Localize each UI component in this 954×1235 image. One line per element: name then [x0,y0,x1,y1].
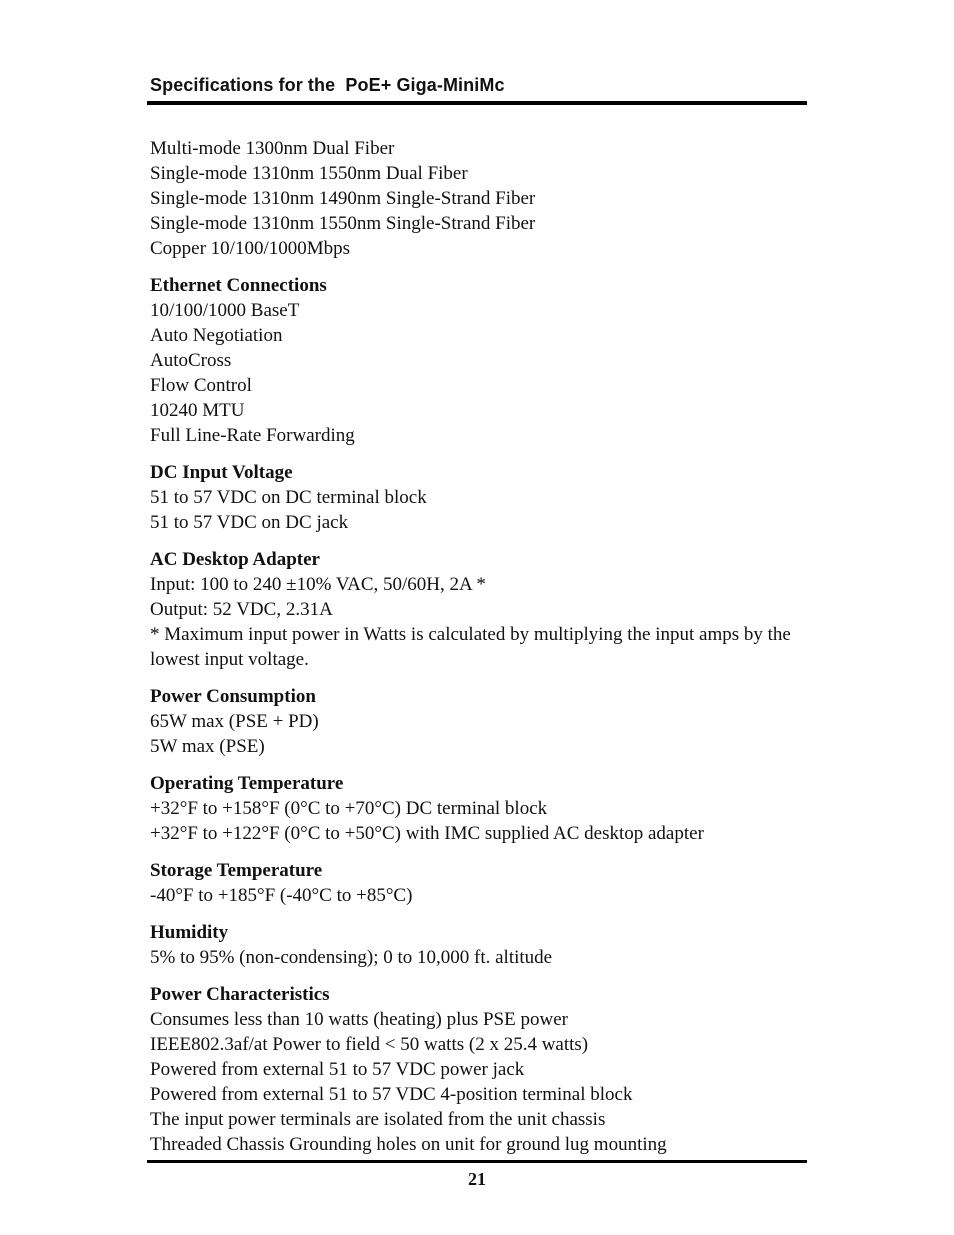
spec-line: Full Line-Rate Forwarding [150,425,355,446]
spec-line: Consumes less than 10 watts (heating) plus PSE power [150,1009,568,1030]
spec-section-power-consumption [150,684,810,759]
page-title: Specifications for the PoE+ Giga-MiniMc [150,75,505,95]
spec-line: 10/100/1000 BaseT [150,300,300,321]
footer-rule [147,1160,807,1163]
spec-line: 5% to 95% (non-condensing); 0 to 10,000 ft. altitude [150,947,553,968]
page-number: 21 [468,1169,486,1189]
spec-section-ethernet [150,273,810,448]
section-heading: DC Input Voltage [150,462,293,483]
spec-line: Powered from external 51 to 57 VDC 4-position terminal block [150,1084,633,1105]
spec-content [150,136,810,1169]
spec-section-humidity [150,920,810,970]
spec-footnote: * Maximum input power in Watts is calculated by multiplying the input amps by the lowest input voltage. [150,624,791,670]
section-heading: Humidity [150,922,229,943]
page-header [150,72,806,98]
section-heading: Power Consumption [150,686,316,707]
spec-line: Threaded Chassis Grounding holes on unit for ground lug mounting [150,1134,667,1155]
spec-line: Flow Control [150,375,252,396]
spec-line: -40°F to +185°F (-40°C to +85°C) [150,885,413,906]
section-heading: AC Desktop Adapter [150,549,320,570]
spec-section-media [150,136,810,261]
spec-section-ac-adapter [150,547,810,672]
spec-line: The input power terminals are isolated from the unit chassis [150,1109,606,1130]
spec-section-dc-input [150,460,810,535]
section-heading: Ethernet Connections [150,275,327,296]
spec-line: 10240 MTU [150,400,245,421]
spec-line: +32°F to +158°F (0°C to +70°C) DC terminal block [150,798,548,819]
spec-line: Input: 100 to 240 ±10% VAC, 50/60H, 2A * [150,574,486,595]
spec-line: 5W max (PSE) [150,736,265,757]
spec-line: +32°F to +122°F (0°C to +50°C) with IMC supplied AC desktop adapter [150,823,704,844]
spec-line: Single-mode 1310nm 1550nm Single-Strand Fiber [150,213,536,234]
spec-line: 65W max (PSE + PD) [150,711,319,732]
spec-line: AutoCross [150,350,232,371]
spec-section-operating-temp [150,771,810,846]
spec-line: 51 to 57 VDC on DC terminal block [150,487,427,508]
section-heading: Power Characteristics [150,984,330,1005]
section-heading: Operating Temperature [150,773,344,794]
spec-section-storage-temp [150,858,810,908]
spec-line: Single-mode 1310nm 1490nm Single-Strand Fiber [150,188,536,209]
spec-line: 51 to 57 VDC on DC jack [150,512,349,533]
header-rule [147,101,807,105]
spec-line: Single-mode 1310nm 1550nm Dual Fiber [150,163,468,184]
spec-line: Output: 52 VDC, 2.31A [150,599,333,620]
spec-line: IEEE802.3af/at Power to field < 50 watts (2 x 25.4 watts) [150,1034,589,1055]
spec-line: Auto Negotiation [150,325,283,346]
spec-line: Multi-mode 1300nm Dual Fiber [150,138,395,159]
spec-section-power-characteristics [150,982,810,1157]
section-heading: Storage Temperature [150,860,323,881]
spec-line: Powered from external 51 to 57 VDC power jack [150,1059,525,1080]
spec-line: Copper 10/100/1000Mbps [150,238,351,259]
